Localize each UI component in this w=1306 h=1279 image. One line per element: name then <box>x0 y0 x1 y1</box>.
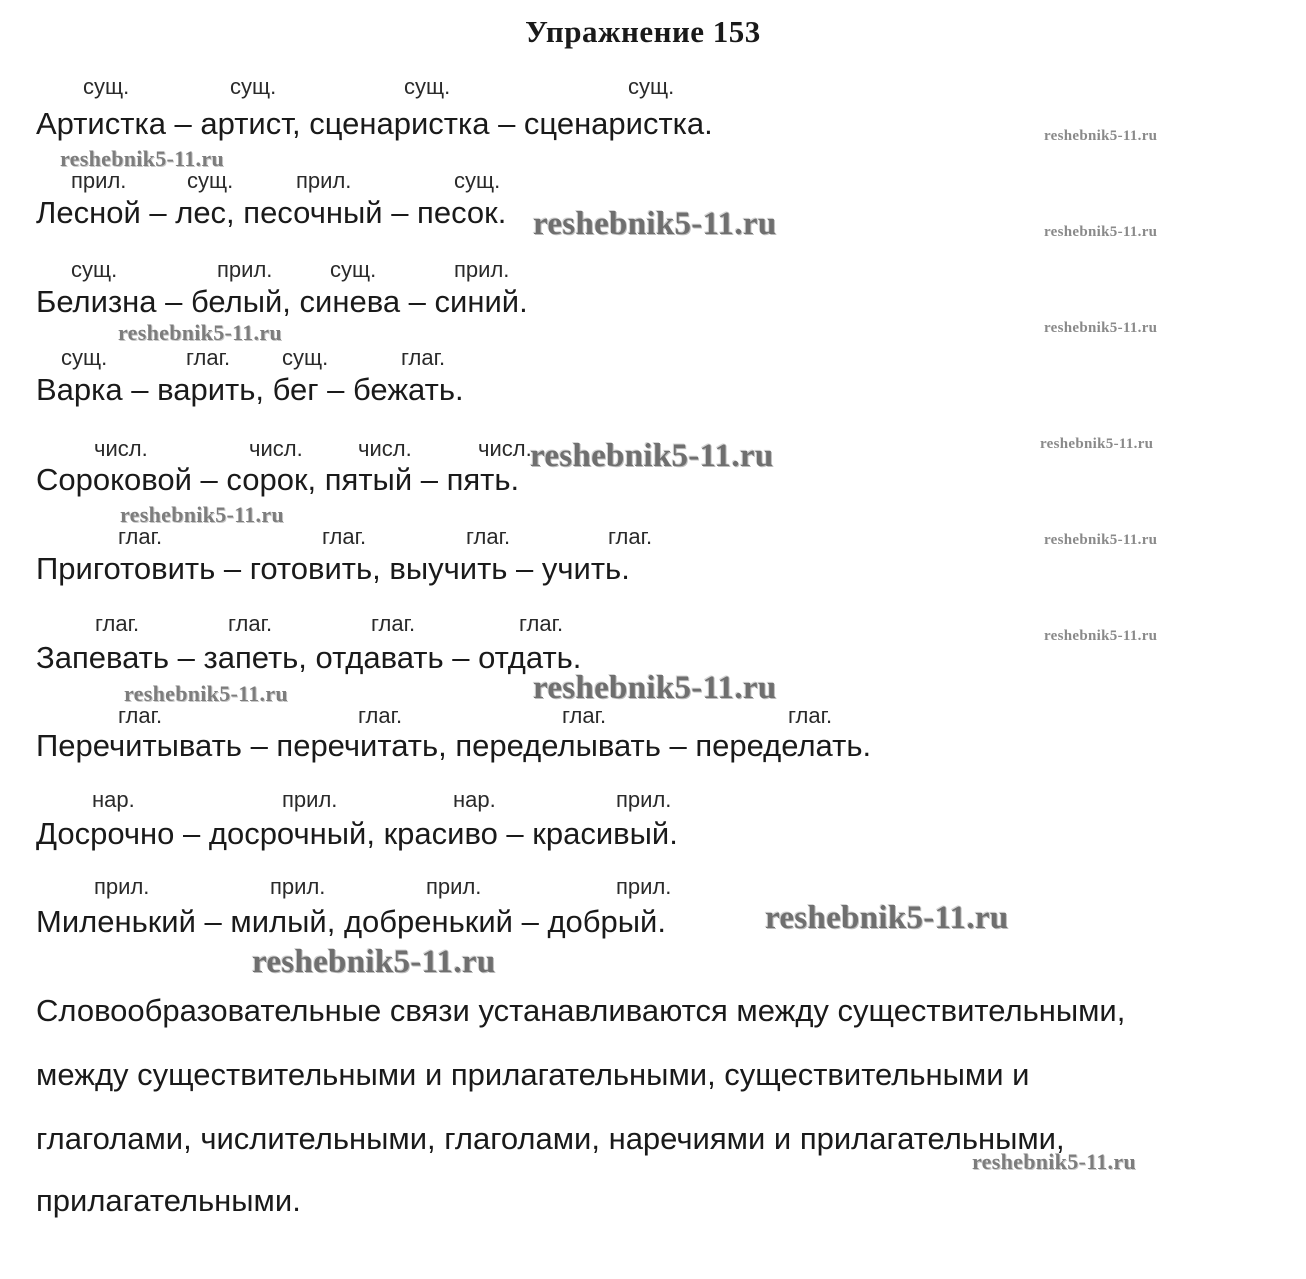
watermark: reshebnik5-11.ru <box>118 320 282 345</box>
word-pair-line: Белизна – белый, синева – синий. <box>36 284 528 319</box>
pos-label: числ. <box>358 436 412 461</box>
watermark: reshebnik5-11.ru <box>252 944 496 980</box>
pos-label: прил. <box>616 874 672 899</box>
pos-label: сущ. <box>61 345 108 370</box>
pos-label: глаг. <box>95 611 140 636</box>
pos-label: глаг. <box>466 524 511 549</box>
word-pair-line: Перечитывать – перечитать, переделывать – переделать. <box>36 728 872 763</box>
pos-label: прил. <box>217 257 273 282</box>
pos-label: глаг. <box>788 703 833 728</box>
pos-label: нар. <box>453 787 496 812</box>
watermark: reshebnik5-11.ru <box>1044 628 1158 644</box>
watermark: reshebnik5-11.ru <box>1044 224 1158 240</box>
pos-label: сущ. <box>454 168 501 193</box>
watermark: reshebnik5-11.ru <box>1040 436 1154 452</box>
pos-label: сущ. <box>330 257 377 282</box>
watermark: reshebnik5-11.ru <box>60 146 224 171</box>
pos-label: сущ. <box>230 74 277 99</box>
pos-label: глаг. <box>228 611 273 636</box>
watermark: reshebnik5-11.ru <box>124 681 288 706</box>
pos-label: сущ. <box>187 168 234 193</box>
pos-label: глаг. <box>608 524 653 549</box>
pos-label: числ. <box>94 436 148 461</box>
pos-label: сущ. <box>404 74 451 99</box>
pos-label: глаг. <box>322 524 367 549</box>
pos-label: прил. <box>454 257 510 282</box>
pos-label: глаг. <box>519 611 564 636</box>
watermark: reshebnik5-11.ru <box>972 1149 1136 1174</box>
word-pair-line: Лесной – лес, песочный – песок. <box>36 195 507 230</box>
conclusion-line: между существительными и прилагательными, существительными и <box>36 1057 1030 1092</box>
pos-label: сущ. <box>71 257 118 282</box>
pos-label: сущ. <box>628 74 675 99</box>
word-pair-line: Артистка – артист, сценаристка – сценаристка. <box>36 106 713 141</box>
watermark: reshebnik5-11.ru <box>765 900 1009 936</box>
conclusion-line: прилагательными. <box>36 1183 301 1218</box>
conclusion-line: Словообразовательные связи устанавливаются между существительными, <box>36 993 1126 1028</box>
word-pair-line: Приготовить – готовить, выучить – учить. <box>36 551 630 586</box>
watermark: reshebnik5-11.ru <box>1044 532 1158 548</box>
watermark: reshebnik5-11.ru <box>533 670 777 706</box>
pos-label: числ. <box>249 436 303 461</box>
watermark: reshebnik5-11.ru <box>120 502 284 527</box>
watermark: reshebnik5-11.ru <box>533 206 777 242</box>
pos-label: сущ. <box>83 74 130 99</box>
pos-label: глаг. <box>118 524 163 549</box>
watermark: reshebnik5-11.ru <box>1044 320 1158 336</box>
word-pair-line: Сороковой – сорок, пятый – пять. <box>36 462 520 497</box>
pos-label: числ. <box>478 436 532 461</box>
pos-label: глаг. <box>118 703 163 728</box>
word-pair-line: Варка – варить, бег – бежать. <box>36 372 464 407</box>
watermark: reshebnik5-11.ru <box>530 438 774 474</box>
conclusion-line: глаголами, числительными, глаголами, наречиями и прилагательными, <box>36 1121 1065 1156</box>
watermark: reshebnik5-11.ru <box>1044 128 1158 144</box>
page-title: Упражнение 153 <box>525 14 761 49</box>
pos-label: прил. <box>71 168 127 193</box>
pos-label: прил. <box>616 787 672 812</box>
pos-label: глаг. <box>562 703 607 728</box>
pos-label: прил. <box>296 168 352 193</box>
word-pair-line: Миленький – милый, добренький – добрый. <box>36 904 666 939</box>
pos-label: глаг. <box>371 611 416 636</box>
word-pair-line: Досрочно – досрочный, красиво – красивый. <box>36 816 678 851</box>
pos-label: глаг. <box>186 345 231 370</box>
pos-label: сущ. <box>282 345 329 370</box>
word-pair-line: Запевать – запеть, отдавать – отдать. <box>36 640 582 675</box>
pos-label: глаг. <box>401 345 446 370</box>
pos-label: прил. <box>282 787 338 812</box>
pos-label: нар. <box>92 787 135 812</box>
pos-label: глаг. <box>358 703 403 728</box>
pos-label: прил. <box>270 874 326 899</box>
pos-label: прил. <box>94 874 150 899</box>
pos-label: прил. <box>426 874 482 899</box>
